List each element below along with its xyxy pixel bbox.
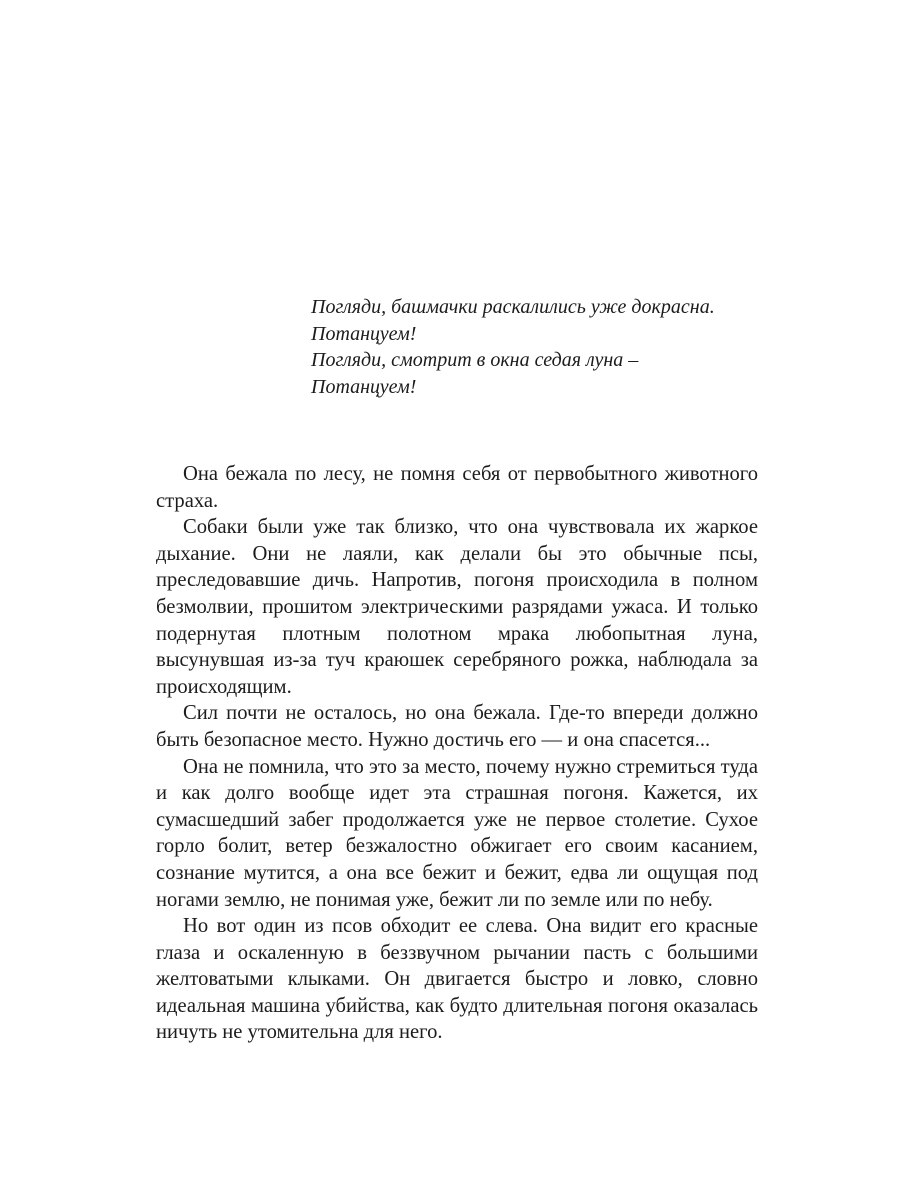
epigraph-line: Погляди, смотрит в окна седая луна – — [311, 349, 639, 371]
paragraph: Она не помнила, что это за место, почему нужно стремиться туда и как долго вообще идет эта страшная погоня. Кажется, их сумасшедший забег продолжается уже не первое столетие. Сухое горло болит, ветер безжалостно обжигает его своим касанием, сознание мутится, а она все бежит и бежит, едва ли ощущая под ногами землю, не понимая уже, бежит ли по земле или по небу. — [156, 755, 758, 911]
paragraph: Но вот один из псов обходит ее слева. Она видит его красные глаза и оскаленную в беззвучном рычании пасть с большими желтоватыми клыками. Он двигается быстро и ловко, словно идеальная машина убийства, как будто длительная погоня оказалась ничуть не утомительна для него. — [156, 915, 758, 1044]
body-text — [156, 461, 758, 1046]
paragraph: Сил почти не осталось, но она бежала. Где-то впереди должно быть безопасное место. Нужно достичь его — и она спасется... — [156, 702, 758, 751]
paragraph: Собаки были уже так близко, что она чувствовала их жаркое дыхание. Они не лаяли, как делали бы это обычные псы, преследовавшие дичь. Напротив, погоня происходила в полном безмолвии, прошитом электрическими разрядами ужаса. И только подернутая плотным полотном мрака любопытная луна, высунувшая из-за туч краюшек серебряного рожка, наблюдала за происходящим. — [156, 516, 758, 698]
paragraph: Она бежала по лесу, не помня себя от первобытного животного страха. — [156, 463, 758, 512]
epigraph-line: Погляди, башмачки раскалились уже докрасна. — [311, 296, 715, 318]
epigraph — [311, 294, 781, 400]
epigraph-line: Потанцуем! — [311, 375, 417, 398]
epigraph-line: Потанцуем! — [311, 322, 417, 345]
